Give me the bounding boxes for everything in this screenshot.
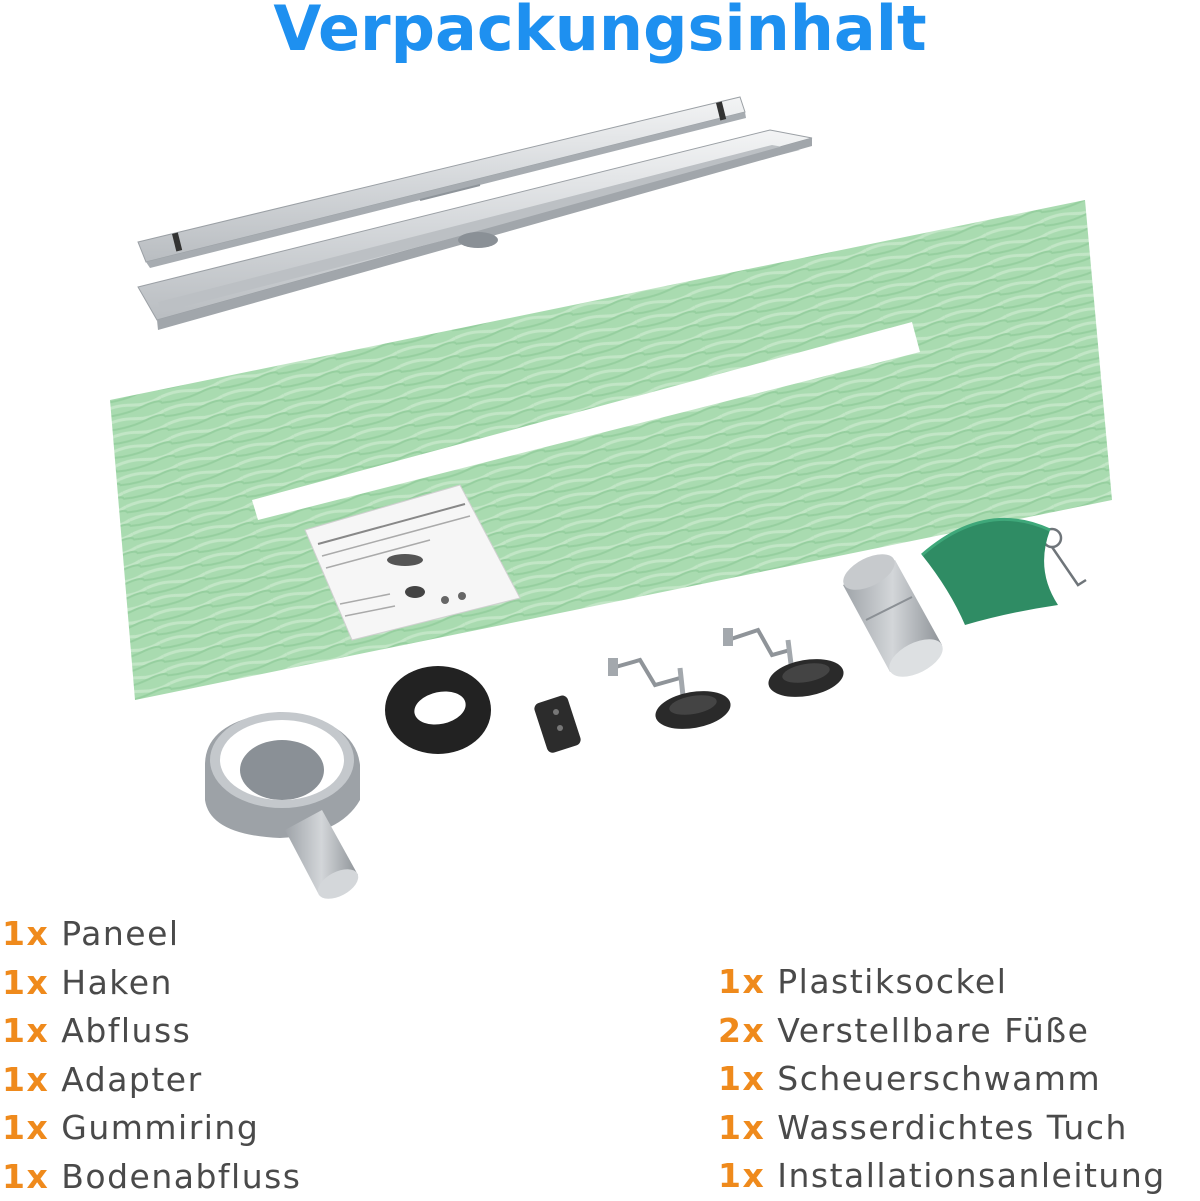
contents-list-left: [2, 910, 302, 1201]
adjustable-foot: [608, 658, 734, 734]
item-quantity: 1x: [2, 914, 49, 953]
list-item: [2, 1007, 302, 1056]
list-item: [2, 910, 302, 959]
item-quantity: 1x: [2, 1108, 49, 1147]
hook: [1043, 529, 1086, 585]
item-name: Abfluss: [61, 1011, 191, 1050]
page-title: Verpackungsinhalt: [0, 0, 1200, 60]
item-name: Bodenabfluss: [61, 1157, 301, 1196]
item-name: Haken: [61, 963, 173, 1002]
item-quantity: 2x: [718, 1011, 765, 1050]
item-quantity: 1x: [2, 963, 49, 1002]
item-name: Verstellbare Füße: [777, 1011, 1089, 1050]
item-quantity: 1x: [718, 962, 765, 1001]
item-name: Plastiksockel: [777, 962, 1007, 1001]
contents-list-right: [718, 958, 1166, 1201]
item-name: Adapter: [61, 1060, 202, 1099]
item-quantity: 1x: [2, 1060, 49, 1099]
floor-drain: [205, 712, 363, 900]
list-item: [718, 1104, 1166, 1153]
item-name: Paneel: [61, 914, 179, 953]
list-item: [2, 1056, 302, 1105]
item-name: Wasserdichtes Tuch: [777, 1108, 1128, 1147]
item-quantity: 1x: [718, 1156, 765, 1195]
list-item: [2, 1153, 302, 1201]
package-contents-illustration: [0, 70, 1200, 900]
adjustable-foot: [723, 628, 847, 702]
item-quantity: 1x: [718, 1108, 765, 1147]
list-item: [718, 1007, 1166, 1056]
item-quantity: 1x: [2, 1157, 49, 1196]
list-item: [718, 1055, 1166, 1104]
item-name: Installationsanleitung: [777, 1156, 1165, 1195]
list-item: [718, 958, 1166, 1007]
item-name: Scheuerschwamm: [777, 1059, 1101, 1098]
item-name: Gummiring: [61, 1108, 259, 1147]
scouring-sponge: [922, 519, 1058, 625]
rubber-ring: [385, 666, 491, 754]
list-item: [718, 1152, 1166, 1201]
item-quantity: 1x: [2, 1011, 49, 1050]
list-item: [2, 959, 302, 1008]
list-item: [2, 1104, 302, 1153]
item-quantity: 1x: [718, 1059, 765, 1098]
plastic-base: [533, 694, 582, 754]
